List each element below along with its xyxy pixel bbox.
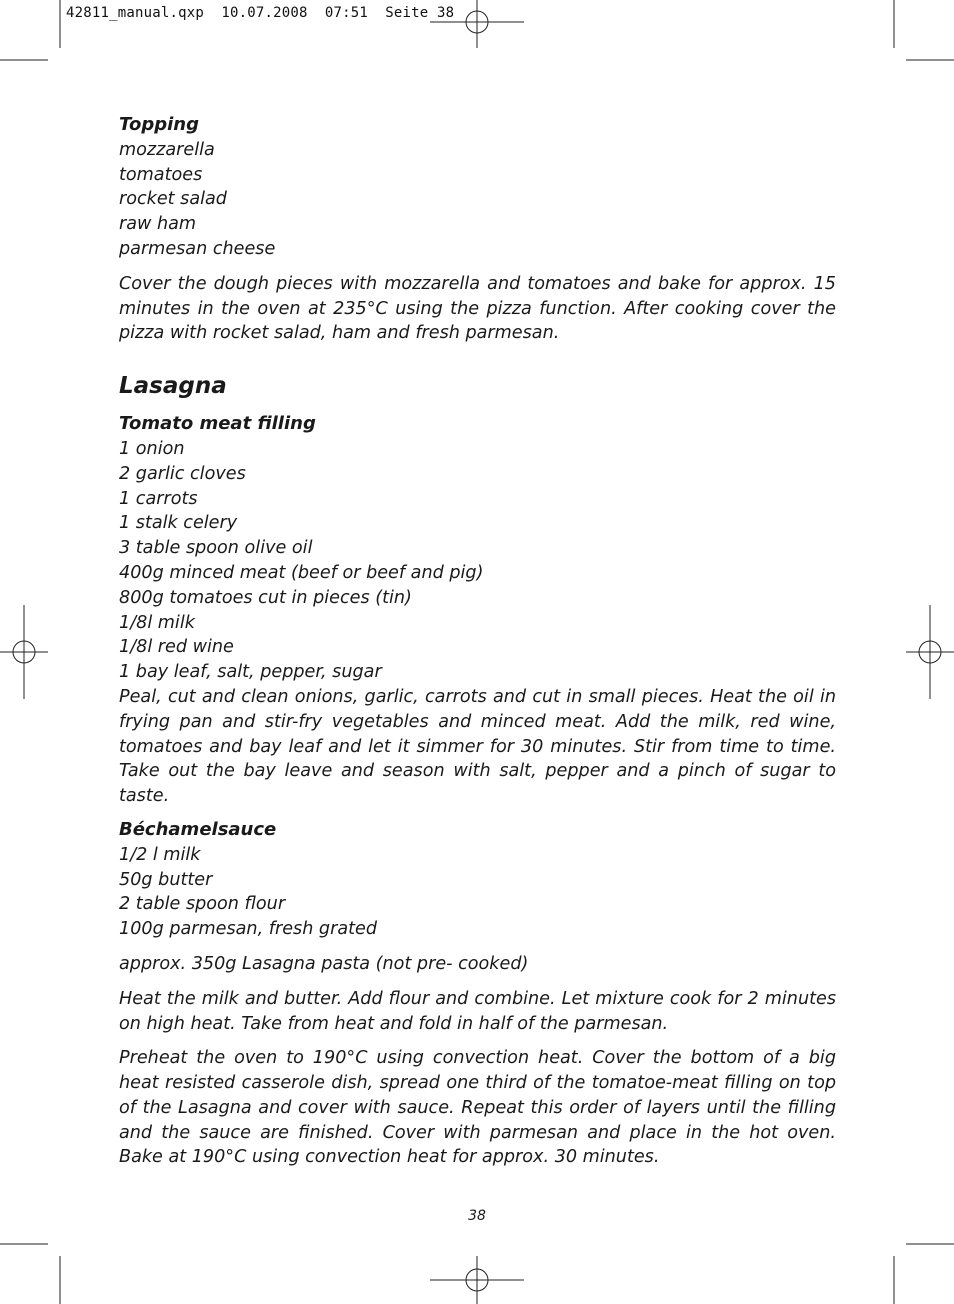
list-item: 3 table spoon olive oil [119, 538, 313, 559]
filling-instructions: Peal, cut and clean onions, garlic, carrots and cut in small pieces. Heat the oil in frying pan and stir-fry vegetables and minced meat. Add the milk, red wine, tomatoes and bay leaf and let it simmer for 30 minutes. Stir from time to time. Take out the bay leave and season with salt, pepper and a pinch of sugar to taste. [119, 686, 836, 807]
registration-mark-bottom [430, 1256, 524, 1304]
list-item: 50g butter [119, 869, 213, 890]
list-item: 1 bay leaf, salt, pepper, sugar [119, 662, 382, 683]
list-item: 1 stalk celery [119, 513, 238, 534]
list-item: mozzarella [119, 139, 215, 160]
list-item: raw ham [119, 214, 197, 235]
topping-list [119, 138, 836, 262]
page-content [119, 113, 836, 1170]
final-instructions: Preheat the oven to 190°C using convection heat. Cover the bottom of a big heat resisted casserole dish, spread one third of the tomatoe-meat filling on top of the Lasagna and cover with sauce. Repeat this order of layers until the filling and the sauce are finished. Cover with parmesan and place in the hot oven. Bake at 190°C using convection heat for approx. 30 minutes. [119, 1048, 836, 1168]
bechamel-instructions: Heat the milk and butter. Add flour and combine. Let mixture cook for 2 minutes on high heat. Take from heat and fold in half of the parmesan. [119, 988, 836, 1034]
list-item: 2 table spoon flour [119, 894, 286, 915]
page-number: 38 [468, 1208, 486, 1224]
list-item: 2 garlic cloves [119, 463, 246, 484]
registration-mark-right [906, 605, 954, 699]
pasta-line: approx. 350g Lasagna pasta (not pre- cooked) [119, 953, 529, 974]
list-item: 400g minced meat (beef or beef and pig) [119, 562, 484, 583]
print-slug: 42811_manual.qxp 10.07.2008 07:51 Seite 38 [66, 5, 455, 21]
list-item: parmesan cheese [119, 238, 276, 259]
list-item: 1/8l red wine [119, 637, 234, 658]
filling-list [119, 437, 836, 685]
list-item: tomatoes [119, 164, 203, 185]
topping-heading: Topping [119, 114, 199, 135]
list-item: 1 carrots [119, 488, 198, 509]
list-item: 100g parmesan, fresh grated [119, 919, 378, 940]
list-item: rocket salad [119, 189, 227, 210]
lasagna-title: Lasagna [119, 373, 227, 400]
list-item: 1/8l milk [119, 612, 195, 633]
list-item: 1 onion [119, 438, 185, 459]
topping-instructions: Cover the dough pieces with mozzarella and tomatoes and bake for approx. 15 minutes in the oven at 235°C using the pizza function. After cooking cover the pizza with rocket salad, ham and fresh parmesan. [119, 273, 836, 344]
registration-mark-left [0, 605, 48, 699]
filling-heading: Tomato meat filling [119, 413, 316, 435]
list-item: 800g tomatoes cut in pieces (tin) [119, 587, 412, 608]
bechamel-list [119, 843, 836, 942]
list-item: 1/2 l milk [119, 844, 201, 865]
registration-mark-top [430, 0, 524, 48]
bechamel-heading: Béchamelsauce [119, 818, 277, 840]
